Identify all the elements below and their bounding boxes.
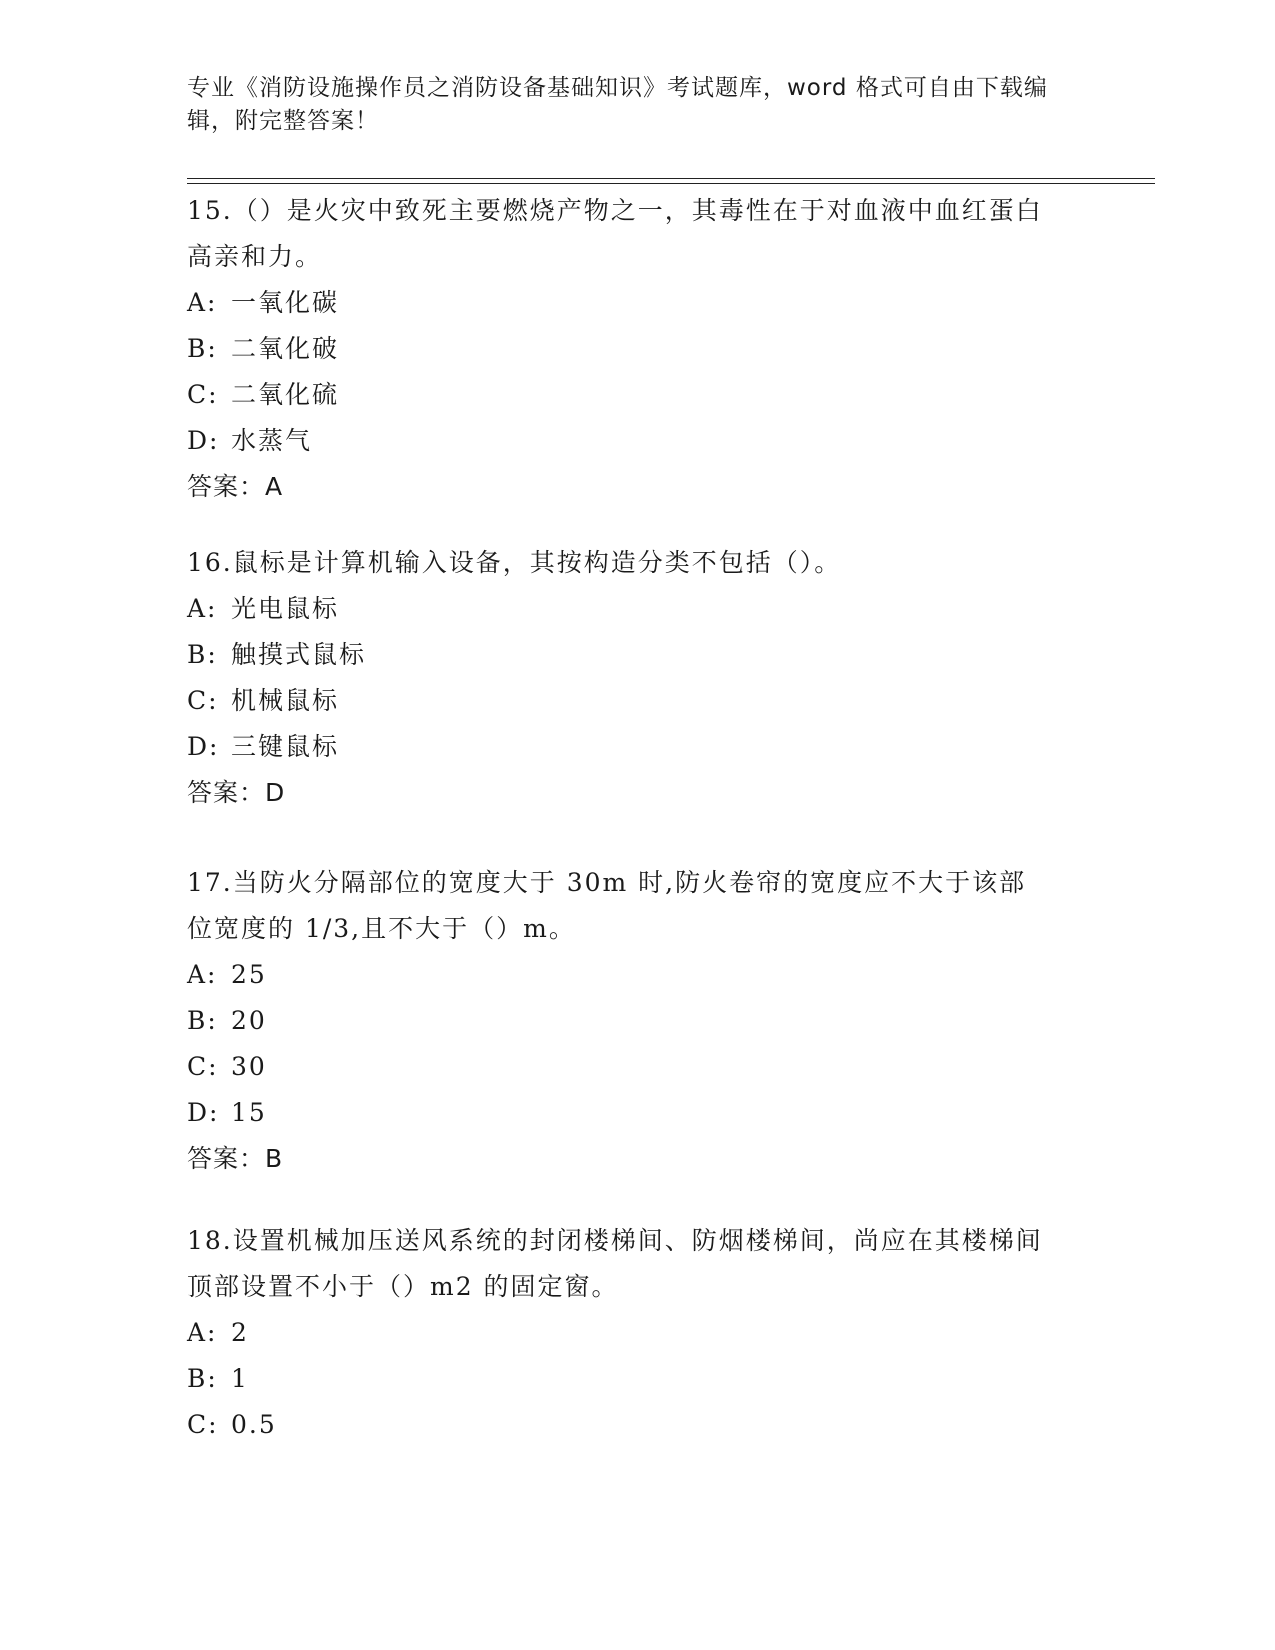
option-label: D: [187, 1098, 220, 1127]
option-label: B: [187, 1364, 218, 1393]
option-label: D: [187, 426, 220, 455]
option-a [187, 586, 1087, 632]
option-label: C: [187, 686, 219, 715]
header-divider-top [187, 178, 1155, 179]
option-c [187, 678, 1087, 724]
option-text: 1 [231, 1364, 249, 1393]
option-b [187, 1356, 1087, 1402]
question-stem: 18.设置机械加压送风系统的封闭楼梯间、防烟楼梯间，尚应在其楼梯间顶部设置不小于（）m2 的固定窗。 [187, 1226, 1043, 1301]
header-divider-bottom [187, 183, 1155, 184]
document-header: 专业《消防设施操作员之消防设备基础知识》考试题库，word 格式可自由下载编辑，附完整答案！ [187, 75, 1048, 134]
option-label: C: [187, 380, 219, 409]
option-text: 25 [231, 960, 267, 989]
option-text: 2 [231, 1318, 249, 1347]
option-text: 一氧化碳 [231, 288, 340, 317]
question-stem: 16.鼠标是计算机输入设备，其按构造分类不包括（）。 [187, 548, 842, 577]
option-text: 二氧化破 [231, 334, 340, 363]
answer: 答案：D [187, 778, 286, 807]
option-text: 二氧化硫 [231, 380, 340, 409]
question-17 [187, 860, 1087, 1182]
option-label: B: [187, 334, 218, 363]
option-text: 触摸式鼠标 [231, 640, 367, 669]
option-d [187, 1090, 1087, 1136]
option-b [187, 632, 1087, 678]
question-18 [187, 1218, 1087, 1448]
option-text: 30 [231, 1052, 267, 1081]
question-16 [187, 540, 1087, 816]
option-text: 光电鼠标 [231, 594, 340, 623]
answer: 答案：B [187, 1144, 284, 1173]
option-text: 20 [231, 1006, 267, 1035]
option-d [187, 418, 1087, 464]
option-text: 三键鼠标 [231, 732, 340, 761]
option-c [187, 1402, 1087, 1448]
option-label: C: [187, 1052, 219, 1081]
option-label: D: [187, 732, 220, 761]
option-text: 机械鼠标 [231, 686, 340, 715]
option-label: A: [187, 594, 218, 623]
option-text: 0.5 [231, 1410, 277, 1439]
question-stem: 17.当防火分隔部位的宽度大于 30m 时,防火卷帘的宽度应不大于该部位宽度的 1/3,且不大于（）m。 [187, 868, 1027, 943]
option-label: A: [187, 288, 218, 317]
option-c [187, 372, 1087, 418]
option-a [187, 1310, 1087, 1356]
option-c [187, 1044, 1087, 1090]
option-a [187, 952, 1087, 998]
option-label: A: [187, 1318, 218, 1347]
question-stem: 15.（）是火灾中致死主要燃烧产物之一，其毒性在于对血液中血红蛋白高亲和力。 [187, 196, 1043, 271]
option-text: 水蒸气 [231, 426, 313, 455]
question-15 [187, 188, 1087, 510]
option-text: 15 [231, 1098, 267, 1127]
option-b [187, 998, 1087, 1044]
option-label: A: [187, 960, 218, 989]
option-b [187, 326, 1087, 372]
option-label: B: [187, 1006, 218, 1035]
answer: 答案：A [187, 472, 284, 501]
option-d [187, 724, 1087, 770]
option-label: B: [187, 640, 218, 669]
option-label: C: [187, 1410, 219, 1439]
option-a [187, 280, 1087, 326]
